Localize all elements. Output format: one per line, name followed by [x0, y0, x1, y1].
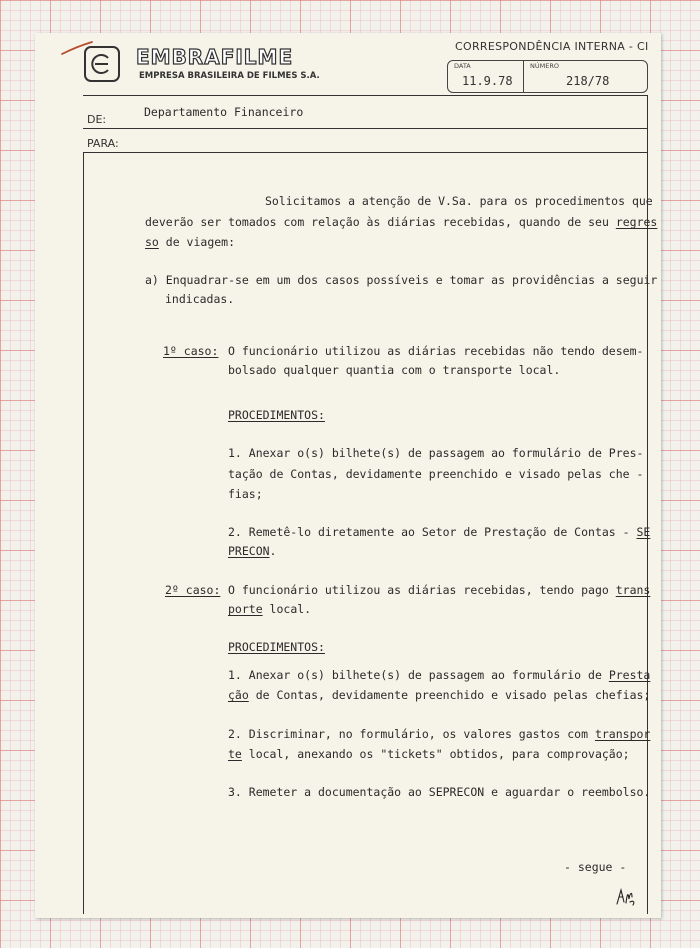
brand-subtitle: EMPRESA BRASILEIRA DE FILMES S.A. [139, 71, 320, 81]
proc-2-item-3-line-1: 3. Remeter a documentação ao SEPRECON e aguardar o reembolso. [228, 785, 651, 799]
case-2-line-2: porte local. [228, 602, 312, 616]
date-value: 11.9.78 [462, 74, 513, 88]
proc-2-item-1-line-1: 1. Anexar o(s) bilhete(s) de passagem ao formulário de Presta [228, 668, 651, 682]
case-1-label: 1º caso: [163, 344, 219, 358]
para-label: PARA: [87, 137, 119, 150]
proc-1-item-2-line-1: 2. Remetê-lo diretamente ao Setor de Prestação de Contas - SE [228, 525, 651, 539]
proc-1-item-2-line-2: PRECON. [228, 544, 277, 558]
para-rule [83, 152, 648, 153]
proc-2-item-1-line-2: ção de Contas, devidamente preenchido e visado pelas chefias; [228, 688, 651, 702]
proc-1-item-1-line-3: fias; [228, 487, 263, 501]
procedures-heading-1: PROCEDIMENTOS: [228, 408, 325, 422]
handwritten-initials-icon [615, 885, 637, 907]
date-number-box [447, 60, 648, 93]
memo-sheet [35, 33, 661, 918]
brand-name: EMBRAFILME [136, 45, 294, 69]
de-value: Departamento Financeiro [144, 105, 304, 119]
case-2-label: 2º caso: [165, 583, 221, 597]
ci-title: CORRESPONDÊNCIA INTERNA - CI [455, 40, 649, 53]
case-1-line-1: O funcionário utilizou as diárias recebidas não tendo desem- [228, 344, 644, 358]
proc-2-item-2-line-1: 2. Discriminar, no formulário, os valores gastos com transpor [228, 727, 651, 741]
date-label: DATA [454, 62, 471, 70]
item-a-line-2: indicadas. [165, 292, 235, 306]
proc-2-item-2-line-2: te local, anexando os "tickets" obtidos, para comprovação; [228, 747, 630, 761]
intro-line-1: Solicitamos a atenção de V.Sa. para os procedimentos que [265, 194, 653, 208]
procedures-heading-2: PROCEDIMENTOS: [228, 640, 325, 654]
ink-mark-icon [60, 40, 100, 56]
segue-note: - segue - [564, 860, 627, 874]
case-1-line-2: bolsado qualquer quantia com o transporte local. [228, 363, 561, 377]
proc-1-item-1-line-2: tação de Contas, devidamente preenchido e visado pelas che - [228, 467, 644, 481]
de-label: DE: [87, 113, 107, 126]
number-label: NÚMERO [530, 62, 559, 70]
case-2-line-1: O funcionário utilizou as diárias recebidas, tendo pago trans [228, 583, 651, 597]
number-value: 218/78 [566, 74, 610, 88]
proc-1-item-1-line-1: 1. Anexar o(s) bilhete(s) de passagem ao formulário de Pres- [228, 446, 644, 460]
left-border [83, 152, 84, 914]
de-rule [83, 128, 648, 129]
intro-line-2: deverão ser tomados com relação às diárias recebidas, quando de seu regres [145, 215, 658, 229]
top-rule [83, 95, 648, 96]
divider [523, 61, 524, 92]
item-a-line-1: a) Enquadrar-se em um dos casos possíveis e tomar as providências a seguir [145, 273, 658, 287]
intro-line-3: so de viagem: [145, 235, 236, 249]
